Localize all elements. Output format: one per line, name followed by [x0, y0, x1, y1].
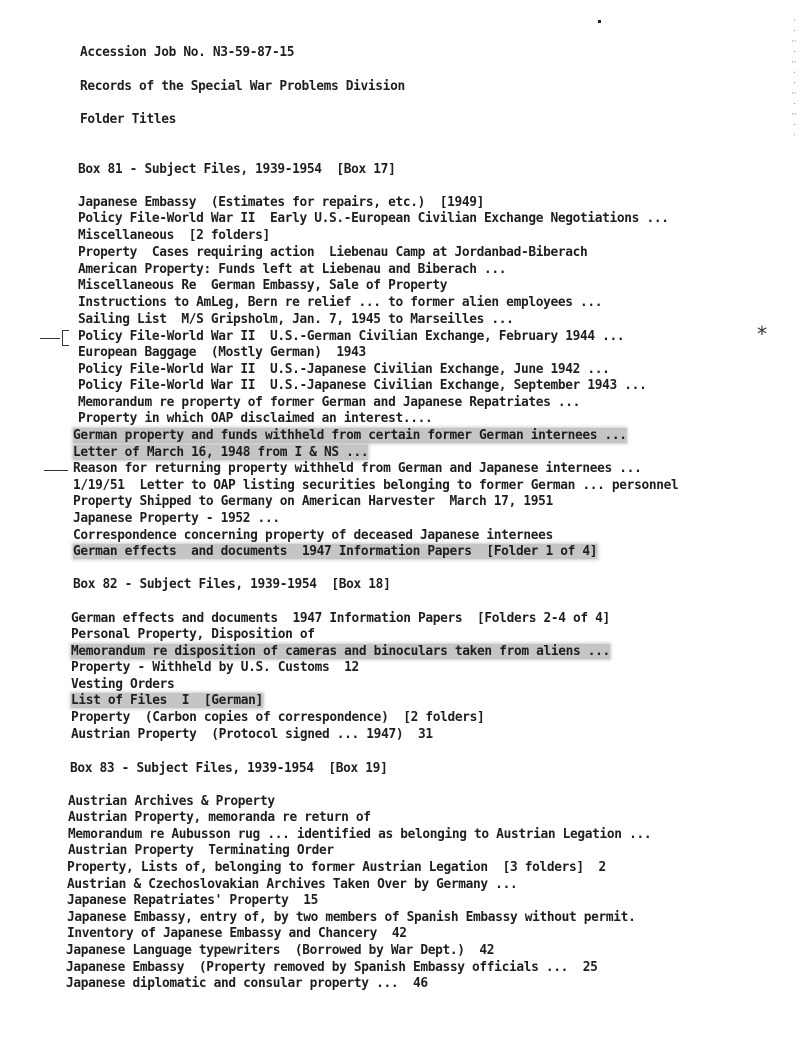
folder-title [71, 644, 610, 660]
folder-title: Property - Withheld by U.S. Customs 12 [71, 660, 359, 675]
folder-title: American Property: Funds left at Liebenau and Biberach ... [78, 262, 507, 277]
folder-title [73, 428, 627, 444]
box-heading: Box 81 - Subject Files, 1939-1954 [Box 17] [78, 162, 396, 177]
folder-title: Memorandum re property of former German and Japanese Repatriates ... [78, 395, 581, 410]
margin-bracket-mark [62, 330, 69, 346]
folder-title: Austrian Property (Protocol signed ... 1947) 31 [71, 727, 433, 742]
folder-title: Policy File-World War II U.S.-Japanese Civilian Exchange, September 1943 ... [78, 378, 647, 393]
folder-title: Japanese Language typewriters (Borrowed by War Dept.) 42 [66, 943, 495, 958]
folder-title: German effects and documents 1947 Information Papers [Folders 2-4 of 4] [71, 611, 610, 626]
folder-title: Property, Lists of, belonging to former Austrian Legation [3 folders] 2 [67, 860, 606, 875]
highlighted-text: German effects and documents 1947 Information Papers [Folder 1 of 4] [73, 544, 598, 559]
folder-title: Personal Property, Disposition of [71, 627, 315, 642]
folder-title: European Baggage (Mostly German) 1943 [78, 345, 366, 360]
margin-dash-mark [44, 470, 68, 471]
folder-title [71, 693, 263, 709]
folder-title: Instructions to AmLeg, Bern re relief ... to former alien employees ... [78, 295, 603, 310]
folder-title [73, 445, 368, 461]
box-heading: Box 82 - Subject Files, 1939-1954 [Box 18] [73, 577, 391, 592]
folder-title: Japanese diplomatic and consular property ... 46 [66, 976, 428, 991]
margin-dash-mark [40, 338, 60, 339]
folder-title: 1/19/51 Letter to OAP listing securities belonging to former German ... personnel [73, 478, 679, 493]
folder-title: Vesting Orders [71, 677, 175, 692]
folder-title: Austrian Property, memoranda re return of [68, 810, 371, 825]
folder-title: Policy File-World War II U.S.-Japanese Civilian Exchange, June 1942 ... [78, 362, 610, 377]
folder-title: Property in which OAP disclaimed an interest.... [78, 411, 433, 426]
highlighted-text: German property and funds withheld from certain former German internees ... [73, 428, 627, 443]
folder-title: Correspondence concerning property of deceased Japanese internees [73, 528, 553, 543]
highlighted-text: Letter of March 16, 1948 from I & NS ... [73, 445, 369, 460]
folder-title: Reason for returning property withheld from German and Japanese internees ... [73, 461, 642, 476]
folder-title: Property Shipped to Germany on American Harvester March 17, 1951 [73, 494, 553, 509]
highlighted-text: Memorandum re disposition of cameras and binoculars taken from aliens ... [71, 644, 610, 659]
folder-title [73, 544, 597, 560]
box-heading: Box 83 - Subject Files, 1939-1954 [Box 19] [70, 761, 388, 776]
folder-title: Property (Carbon copies of correspondence) [2 folders] [71, 710, 485, 725]
folder-title: Austrian Archives & Property [68, 794, 275, 809]
highlighted-text: List of Files I [German] [71, 693, 263, 708]
folder-title: Inventory of Japanese Embassy and Chancery 42 [67, 926, 407, 941]
records-title: Records of the Special War Problems Division [80, 79, 405, 94]
folder-title: Sailing List M/S Gripsholm, Jan. 7, 1945 to Marseilles ... [78, 312, 514, 327]
folder-title: Japanese Repatriates' Property 15 [67, 893, 319, 908]
accession-number: Accession Job No. N3-59-87-15 [80, 45, 295, 60]
folder-title: Miscellaneous [2 folders] [78, 228, 270, 243]
folder-title: Policy File-World War II U.S.-German Civilian Exchange, February 1944 ... [78, 329, 625, 344]
folder-titles-heading: Folder Titles [80, 112, 176, 127]
asterisk-mark: * [757, 322, 767, 346]
folder-title: Japanese Embassy (Property removed by Spanish Embassy officials ... 25 [66, 960, 598, 975]
folder-title: Miscellaneous Re German Embassy, Sale of Property [78, 278, 448, 293]
folder-title: Japanese Property - 1952 ... [73, 511, 280, 526]
folder-title: Japanese Embassy, entry of, by two members of Spanish Embassy without permit. [67, 910, 636, 925]
folder-title: Policy File-World War II Early U.S.-European Civilian Exchange Negotiations ... [78, 211, 669, 226]
folder-title: Memorandum re Aubusson rug ... identified as belonging to Austrian Legation ... [68, 827, 652, 842]
scan-edge-artifact: · · : · : · · : · : · · [790, 18, 798, 138]
folder-title: Property Cases requiring action Liebenau Camp at Jordanbad-Biberach [78, 245, 588, 260]
scan-speck [598, 20, 601, 23]
folder-title: Austrian Property Terminating Order [68, 843, 334, 858]
folder-title: Japanese Embassy (Estimates for repairs, etc.) [1949] [78, 195, 485, 210]
folder-title: Austrian & Czechoslovakian Archives Taken Over by Germany ... [67, 877, 518, 892]
